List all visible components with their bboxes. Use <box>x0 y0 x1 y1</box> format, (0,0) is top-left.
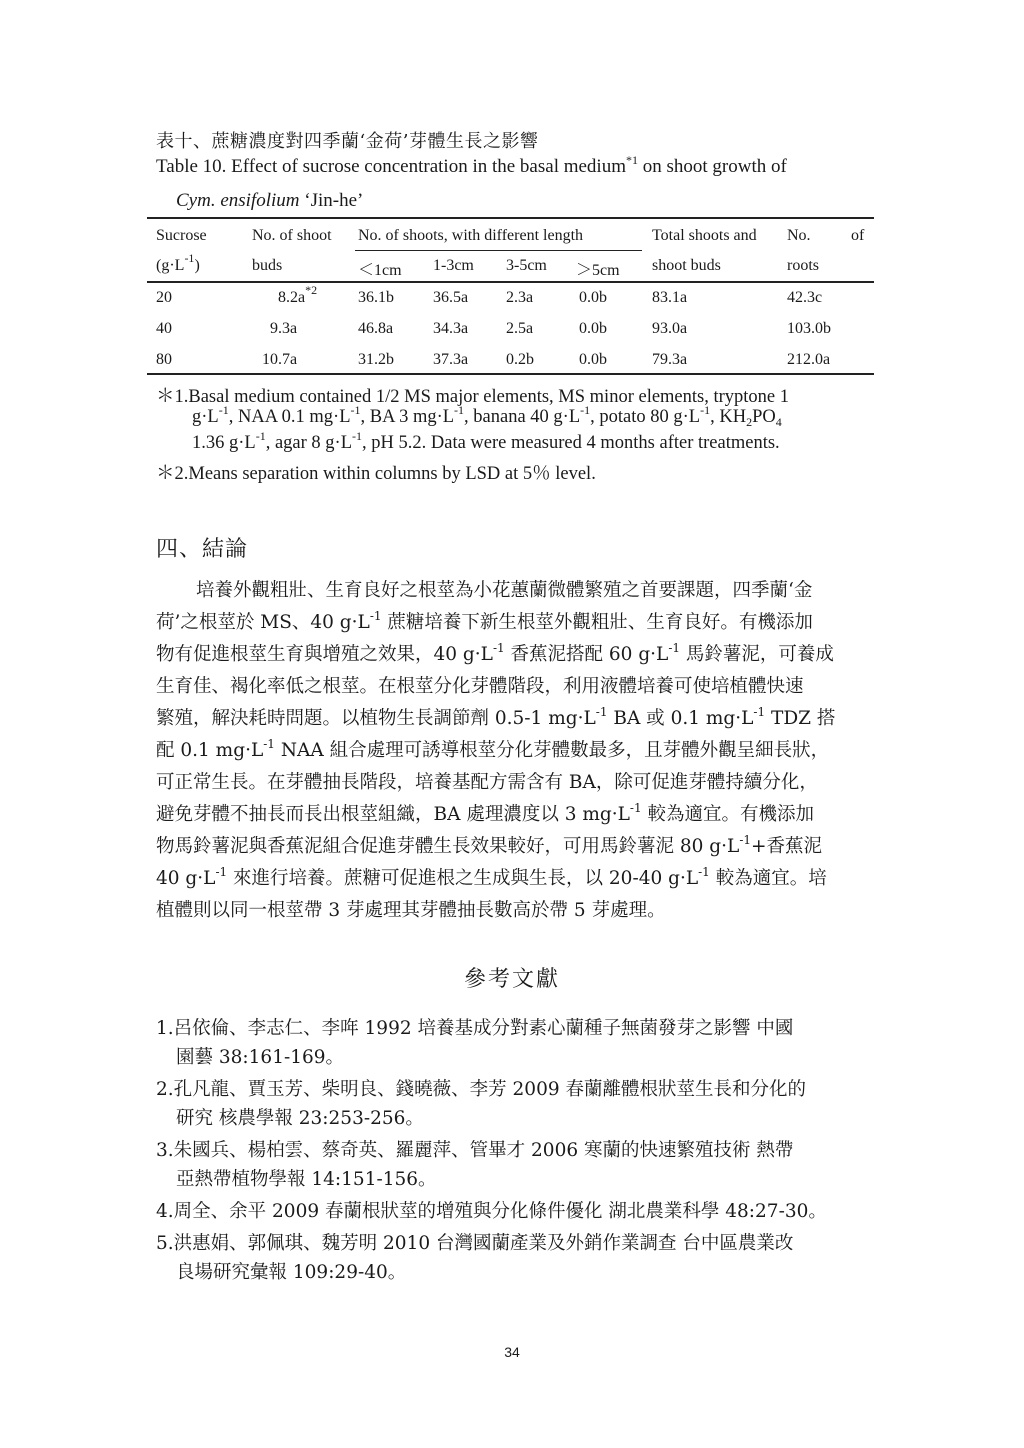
row1-len2: 36.5a <box>433 289 469 306</box>
section-title: 四、結論 <box>156 537 249 562</box>
row2-len3: 2.5a <box>506 320 534 337</box>
row3-buds: 10.7a <box>262 351 298 368</box>
row3-len4: 0.0b <box>579 351 607 368</box>
header-roots-a: No. <box>787 227 811 244</box>
row3-len2: 37.3a <box>433 351 469 368</box>
row1-buds-value: 8.2a <box>278 289 306 306</box>
paragraph-line: 植體則以同一根莖帶 3 芽處理其芽體抽長數高於帶 5 芽處理。 <box>156 900 666 921</box>
species-name: Cym. ensifolium <box>176 190 300 211</box>
page-number: 34 <box>504 1344 520 1360</box>
note-1-line-1: ＊1.Basal medium contained 1/2 MS major elements, MS minor elements, tryptone 1 <box>156 387 790 407</box>
paragraph-line: 40 $g\cdot L^{-1}$ 來進行培養。蔗糖可促進根之生成與生長，以 20-40 $g\cdot L^{-1}$ 較為適宜。培 <box>156 865 827 889</box>
row3-roots: 212.0a <box>787 351 831 368</box>
note-1-line-3: 1.36 $g\cdot L^{-1}$, agar 8 $g\cdot L^{-1}$, pH 5.2. Data were measured 4 months after treatments. <box>192 429 780 453</box>
paragraph-line: 配 0.1 $mg\cdot L^{-1}$ NAA 組合處理可誘導根莖分化芽體數最多，且芽體外觀呈細長狀， <box>156 737 830 761</box>
paragraph-line: 避免芽體不抽長而長出根莖組織，BA 處理濃度以 3 $mg\cdot L^{-1}$ 較為適宜。有機添加 <box>156 801 815 825</box>
header-len1: ＜1cm <box>358 262 402 279</box>
header-buds-a: No. of shoot <box>252 227 332 244</box>
header-roots-of: of <box>851 227 865 244</box>
paragraph-line: 物馬鈴薯泥與香蕉泥組合促進芽體生長效果較好，可用馬鈴薯泥 80 $g\cdot L^{-1}+$香蕉泥 <box>156 833 823 857</box>
reference-item-3-line-1: 3.朱國兵、楊柏雲、蔡奇英、羅麗萍、管畢才 2006 寒蘭的快速繁殖技術 熱帶 <box>156 1140 794 1161</box>
row1-len4: 0.0b <box>579 289 607 306</box>
reference-item-5-line-2: 良場研究彙報 109:29-40。 <box>176 1262 407 1283</box>
table-group-rule <box>355 250 642 251</box>
header-length-group: No. of shoots, with different length <box>358 227 584 244</box>
row2-roots: 103.0b <box>787 320 831 337</box>
caption-text-a: Table 10. Effect of sucrose concentration in the basal medium <box>156 156 626 177</box>
row3-total: 79.3a <box>652 351 688 368</box>
header-total-a: Total shoots and <box>652 227 757 244</box>
row2-len1: 46.8a <box>358 320 394 337</box>
row1-len1: 36.1b <box>358 289 394 306</box>
table-caption-species <box>176 190 363 212</box>
caption-footnote-mark: *1 <box>626 153 638 167</box>
row1-buds <box>278 283 318 307</box>
paragraph-line: 生育佳、褐化率低之根莖。在根莖分化芽體階段，利用液體培養可使培植體快速 <box>156 676 804 697</box>
table-caption-english <box>156 153 787 178</box>
row3-sucrose: 80 <box>156 351 172 368</box>
reference-item-3-line-2: 亞熱帶植物學報 14:151-156。 <box>176 1169 437 1190</box>
cultivar-name: ‘Jin-he’ <box>299 190 364 211</box>
reference-item-2-line-2: 研究 核農學報 23:253-256。 <box>176 1108 424 1129</box>
references-title: 參考文獻 <box>463 967 560 992</box>
paragraph-line: 物有促進根莖生育與增殖之效果，40 $g\cdot L^{-1}$ 香蕉泥搭配 60 $g\cdot L^{-1}$ 馬鈴薯泥，可養成 <box>156 641 834 665</box>
table-top-rule <box>147 217 874 219</box>
caption-text-b: on shoot growth of <box>638 156 787 177</box>
row1-sucrose: 20 <box>156 289 172 306</box>
header-sucrose-unit <box>156 251 200 275</box>
row1-roots: 42.3c <box>787 289 823 306</box>
table-header-rule <box>147 281 874 283</box>
reference-item-2-line-1: 2.孔凡龍、賈玉芳、柴明良、錢曉薇、李芳 2009 春蘭離體根狀莖生長和分化的 <box>156 1079 806 1100</box>
row2-sucrose: 40 <box>156 320 172 337</box>
row2-buds: 9.3a <box>270 320 298 337</box>
header-total-b: shoot buds <box>652 257 721 274</box>
header-len3: 3-5cm <box>506 257 547 274</box>
row1-len3: 2.3a <box>506 289 534 306</box>
reference-item-1-line-1: 1.呂依倫、李志仁、李哖 1992 培養基成分對素心蘭種子無菌發芽之影響 中國 <box>156 1018 794 1039</box>
unit-a: (g·L <box>156 257 185 274</box>
note-2: ＊2.Means separation within columns by LSD at 5％ level. <box>156 464 596 484</box>
row1-total: 83.1a <box>652 289 688 306</box>
table-caption-chinese: 表十、蔗糖濃度對四季蘭‘金荷’芽體生長之影響 <box>156 131 539 152</box>
paragraph-line: 荷’之根莖於 MS、40 $g\cdot L^{-1}$ 蔗糖培養下新生根莖外觀粗壯、生育良好。有機添加 <box>156 609 813 633</box>
header-len4: ＞5cm <box>576 262 620 279</box>
note-1-line-2: $g\cdot L^{-1}$, NAA 0.1 $mg\cdot L^{-1}$, BA 3 $mg\cdot L^{-1}$, banana 40 $g\cdot L^{-1}$, potato 80 $g\cdot L^{-1}$, $KH_2PO_4$ <box>192 403 782 429</box>
header-len2: 1-3cm <box>433 257 474 274</box>
reference-item-4-line-1: 4.周全、余平 2009 春蘭根狀莖的增殖與分化條件優化 湖北農業科學 48:27-30。 <box>156 1201 827 1222</box>
row3-len3: 0.2b <box>506 351 534 368</box>
paragraph-line: 繁殖，解決耗時問題。以植物生長調節劑 0.5-1 $mg\cdot L^{-1}$ BA 或 0.1 $mg\cdot L^{-1}$ TDZ 搭 <box>156 705 836 729</box>
header-roots-b: roots <box>787 257 819 274</box>
unit-b: ) <box>194 257 200 274</box>
row2-total: 93.0a <box>652 320 688 337</box>
paragraph-line: 可正常生長。在芽體抽長階段，培養基配方需含有 BA，除可促進芽體持續分化， <box>156 772 818 793</box>
reference-item-5-line-1: 5.洪惠娟、郭佩琪、魏芳明 2010 台灣國蘭產業及外銷作業調查 台中區農業改 <box>156 1233 794 1254</box>
paragraph-line: 培養外觀粗壯、生育良好之根莖為小花蕙蘭微體繁殖之首要課題，四季蘭‘金 <box>196 580 813 601</box>
unit-sup: -1 <box>184 251 195 265</box>
reference-item-1-line-2: 園藝 38:161-169。 <box>176 1047 345 1068</box>
row2-len2: 34.3a <box>433 320 469 337</box>
header-buds-b: buds <box>252 257 283 274</box>
row3-len1: 31.2b <box>358 351 394 368</box>
row2-len4: 0.0b <box>579 320 607 337</box>
row1-buds-footnote: *2 <box>305 283 318 297</box>
table-bottom-rule <box>147 373 874 375</box>
header-sucrose: Sucrose <box>156 227 207 244</box>
